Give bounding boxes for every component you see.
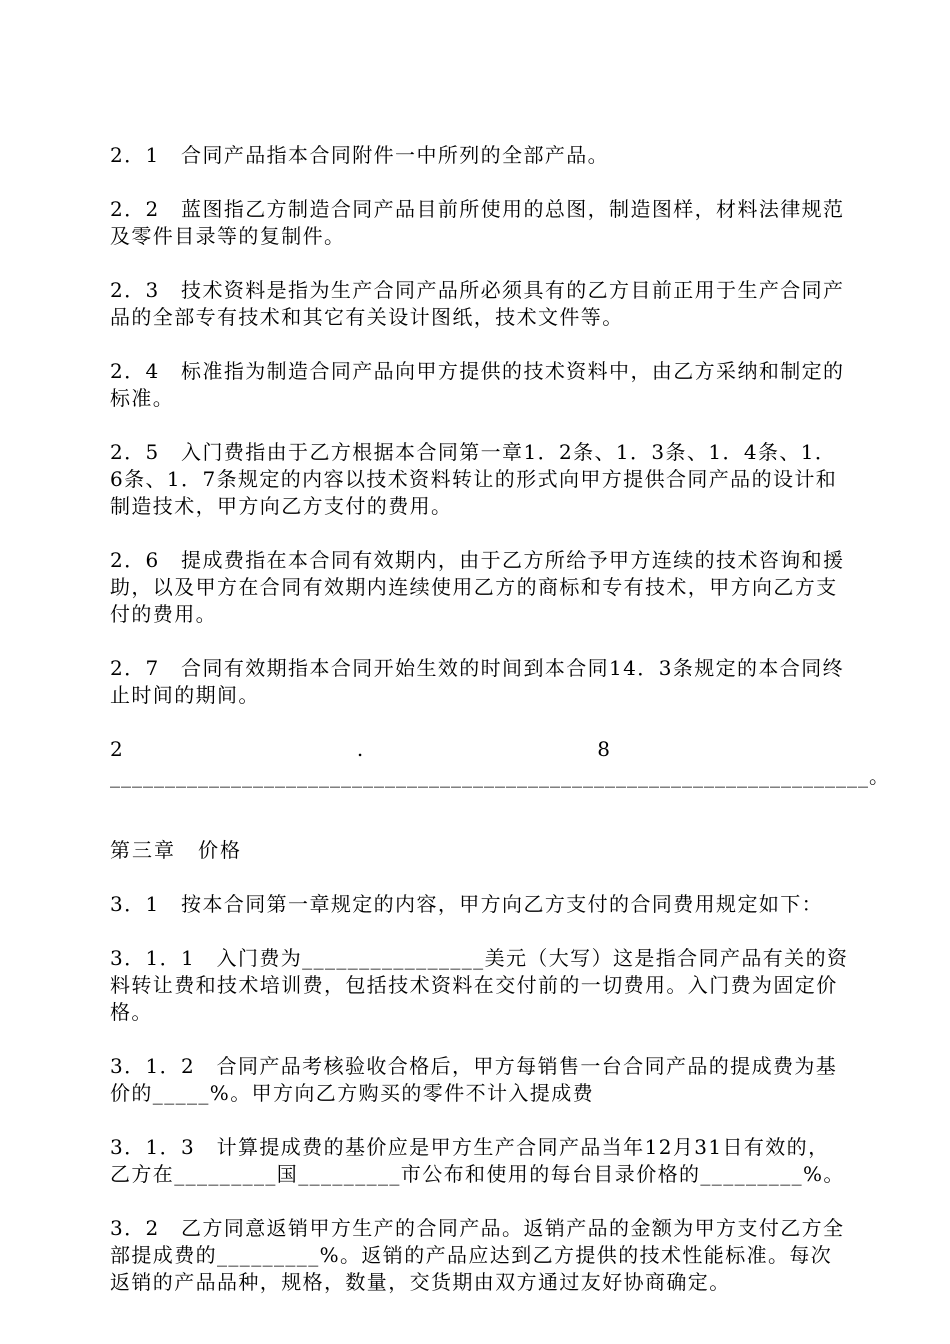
- clause-2-6: 2．6 提成费指在本合同有效期内，由于乙方所给予甲方连续的技术咨询和援助，以及甲方在合同有效期内连续使用乙方的商标和专有技术，甲方向乙方支付的费用。: [110, 548, 845, 626]
- clause-2-8-dot: .: [356, 737, 364, 761]
- clause-2-8-blank-line: [110, 763, 890, 790]
- clause-2-5: 2．5 入门费指由于乙方根据本合同第一章1．2条、1．3条、1．4条、1．6条、1．7条规定的内容以技术资料转让的形式向甲方提供合同产品的设计和制造技术，甲方向乙方支付的费用。: [110, 440, 838, 518]
- document-page: [110, 142, 890, 1296]
- clause-2-8-blank: _____________________________________________________________________: [110, 764, 869, 788]
- clause-2-8-end: 。: [869, 764, 890, 788]
- clause-3-2: 3．2 乙方同意返销甲方生产的合同产品。返销产品的金额为甲方支付乙方全部提成费的_________%。返销的产品应达到乙方提供的技术性能标准。每次返销的产品品种，规格，数量，交货期由双方通过友好协商确定。: [110, 1216, 845, 1294]
- clause-2-8-num-b: 8: [597, 737, 610, 761]
- clause-2-2: 2．2 蓝图指乙方制造合同产品目前所使用的总图，制造图样，材料法律规范及零件目录等的复制件。: [110, 197, 845, 248]
- clause-2-8-number: [110, 736, 730, 763]
- clause-3-1: 3．1 按本合同第一章规定的内容，甲方向乙方支付的合同费用规定如下：: [110, 892, 824, 916]
- clause-2-4: 2．4 标准指为制造合同产品向甲方提供的技术资料中，由乙方采纳和制定的标准。: [110, 359, 845, 410]
- chapter-3-heading: 第三章 价格: [110, 838, 242, 862]
- clause-3-1-2: 3．1．2 合同产品考核验收合格后，甲方每销售一台合同产品的提成费为基价的_____%。甲方向乙方购买的零件不计入提成费: [110, 1054, 838, 1105]
- clause-2-1: 2．1 合同产品指本合同附件一中所列的全部产品。: [110, 143, 610, 167]
- clause-3-1-3: 3．1．3 计算提成费的基价应是甲方生产合同产品当年12月31日有效的，乙方在_________国_________市公布和使用的每台目录价格的_________%。: [110, 1135, 845, 1186]
- clause-2-7: 2．7 合同有效期指本合同开始生效的时间到本合同14．3条规定的本合同终止时间的期间。: [110, 656, 845, 707]
- clause-2-3: 2．3 技术资料是指为生产合同产品所必须具有的乙方目前正用于生产合同产品的全部专有技术和其它有关设计图纸，技术文件等。: [110, 278, 845, 329]
- clause-2-8-num-a: 2: [110, 737, 123, 761]
- clause-3-1-1: 3．1．1 入门费为________________美元（大写）这是指合同产品有关的资料转让费和技术培训费，包括技术资料在交付前的一切费用。入门费为固定价格。: [110, 946, 849, 1024]
